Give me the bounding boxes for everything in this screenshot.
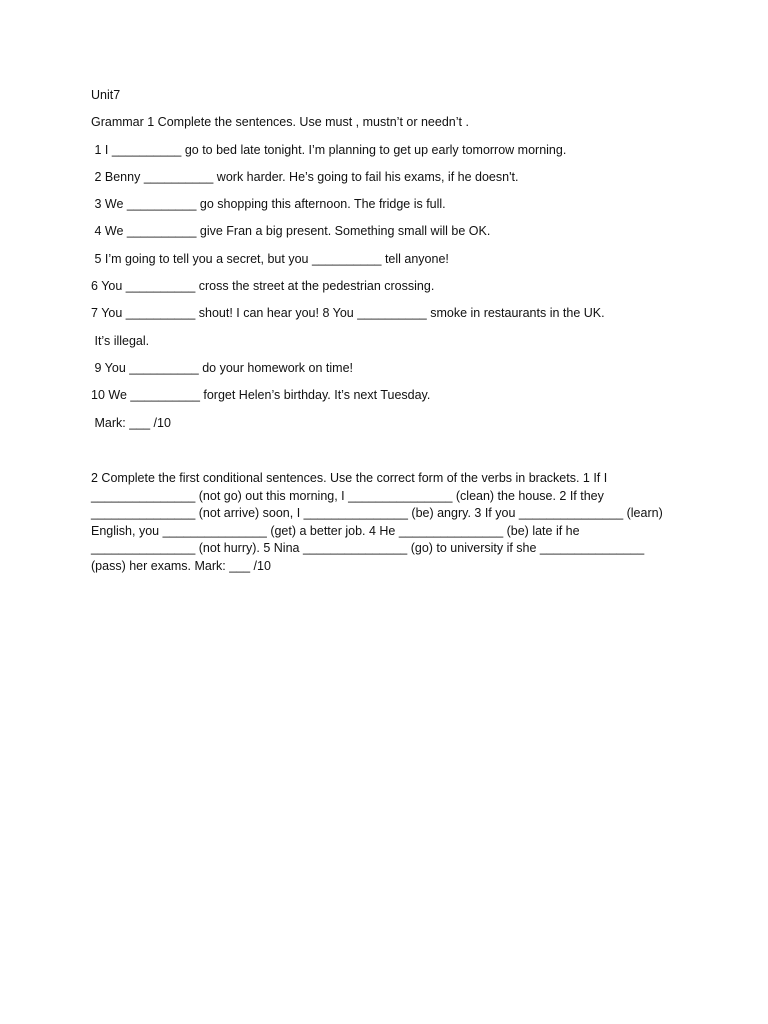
exercise1-item-8-continued: It’s illegal. xyxy=(91,334,150,348)
exercise1-mark: Mark: ___ /10 xyxy=(91,416,171,430)
exercise1-item-7-8: 7 You __________ shout! I can hear you! 8 You __________ smoke in restaurants in the UK. xyxy=(91,306,605,320)
exercise1-item-9: 9 You __________ do your homework on time! xyxy=(91,361,353,375)
section1-heading: Grammar 1 Complete the sentences. Use must , mustn’t or needn’t . xyxy=(91,115,469,129)
exercise1-item-1: 1 I __________ go to bed late tonight. I’m planning to get up early tomorrow morning. xyxy=(91,143,567,157)
exercise1-item-3: 3 We __________ go shopping this afternoon. The fridge is full. xyxy=(91,197,446,211)
exercise1-item-6: 6 You __________ cross the street at the pedestrian crossing. xyxy=(91,279,435,293)
exercise1-item-4: 4 We __________ give Fran a big present. Something small will be OK. xyxy=(91,224,491,238)
exercise1-item-2: 2 Benny __________ work harder. He’s going to fail his exams, if he doesn't. xyxy=(91,170,519,184)
exercise1-item-10: 10 We __________ forget Helen’s birthday. It’s next Tuesday. xyxy=(91,388,431,402)
exercise1-item-5: 5 I’m going to tell you a secret, but you __________ tell anyone! xyxy=(91,252,449,266)
unit-title: Unit7 xyxy=(91,88,121,102)
exercise2-paragraph: 2 Complete the first conditional sentences. Use the correct form of the verbs in brackets. 1 If I _______________ (not go) out this morning, I _______________ (clean) the house. 2 If they _______________ (not arrive) soon, I _______________ (be) angry. 3 If you _______________ (learn) English, you _______________ (get) a better job. 4 He _______________ (be) late if he _______________ (not hurry). 5 Nina _______________ (go) to university if she _______________ (pass) her exams. Mark: ___ /10 xyxy=(91,471,663,573)
